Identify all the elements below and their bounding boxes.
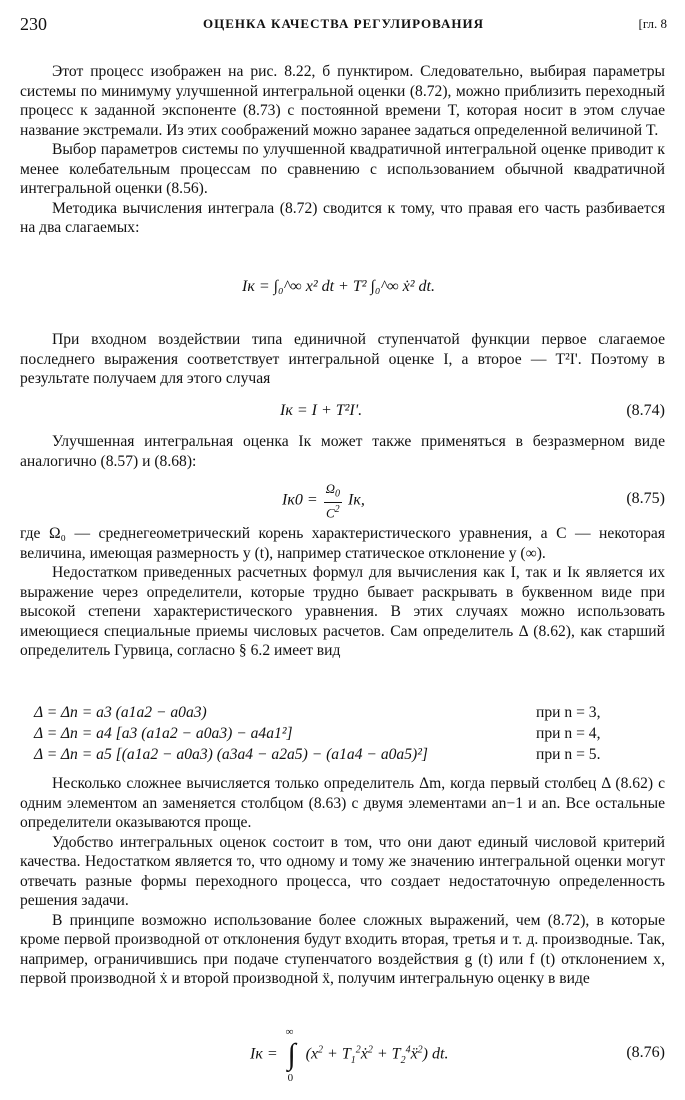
determinant-condition: при n = 5. xyxy=(536,746,601,763)
equation-8-76-body: Iк = ∞ ∫ 0 ($x^2$ + $T_1^2ẋ^2$ + $T_2^4ẍ^2$) dt. xyxy=(250,1026,449,1084)
paragraph-4: При входном воздействии типа единичной ступенчатой функции первое слагаемое последнего выражения соответствует интегральной оценке I, а второе — T²I'. Поэтому в результате получаем для этого случая xyxy=(20,331,665,387)
determinant-formula: Δ = Δn = a4 [a3 (a1a2 − a0a3) − a4a1²] xyxy=(34,725,293,742)
determinant-row xyxy=(34,704,634,725)
equation-8-74-number: (8.74) xyxy=(626,402,665,419)
determinant-formula: Δ = Δn = a5 [(a1a2 − a0a3) (a3a4 − a2a5) − (a1a4 − a0a5)²] xyxy=(34,746,428,763)
equation-split-integral xyxy=(20,272,665,326)
paragraph-5: Улучшенная интегральная оценка Iк может также применяться в безразмерном виде аналогично (8.57) и (8.68): xyxy=(20,433,665,470)
paragraph-7: Недостатком приведенных расчетных формул для вычисления как I, так и Iк является их выражение через определители, которые трудно бывает раскрывать в буквенном виде при высокой степени характеристического уравнения. В этих случаях можно использовать имеющиеся специальные приемы числовых расчетов. Сам определитель Δ (8.62), как старший определитель Гурвица, согласно § 6.2 имеет вид xyxy=(20,564,665,659)
determinant-row xyxy=(34,725,634,746)
chapter-marker: [гл. 8 xyxy=(638,16,667,31)
equation-8-75-number: (8.75) xyxy=(626,490,665,507)
text-block-2 xyxy=(20,330,665,389)
equation-8-74 xyxy=(20,402,665,426)
equation-8-75-body: Iк0 = $\frac{\Omega_0}{C^2}$ Iк, xyxy=(282,481,365,520)
paragraph-3: Методика вычисления интеграла (8.72) сводится к тому, что правая его часть разбивается на два слагаемых: xyxy=(20,199,665,236)
equation-8-74-body: Iк = I + T²I'. xyxy=(280,402,363,419)
determinant-row xyxy=(34,746,634,767)
page-number: 230 xyxy=(20,14,47,34)
text-block-3 xyxy=(20,432,665,471)
determinant-condition: при n = 4, xyxy=(536,725,601,742)
determinant-formula: Δ = Δn = a3 (a1a2 − a0a3) xyxy=(34,704,207,721)
paragraph-9: Удобство интегральных оценок состоит в том, что они дают единый числовой критерий качества. Недостатком является то, что одному и тому же значению интегральной оценки могут отвечать разные формы переходного процесса, что создает недостаточную определенность решения задачи. xyxy=(20,833,665,909)
running-title: ОЦЕНКА КАЧЕСТВА РЕГУЛИРОВАНИЯ xyxy=(202,16,484,31)
paragraph-2: Выбор параметров системы по улучшенной квадратичной интегральной оценке приводит к менее колебательным процессам по сравнению с использованием обычной квадратичной интегральной оценки (8.56). xyxy=(20,141,665,197)
text-block-top xyxy=(20,62,665,238)
equation-8-76 xyxy=(20,1026,665,1086)
paragraph-6: где Ω₀ — среднегеометрический корень характеристического уравнения, а C — некоторая величина, имеющая размерность y (t), например статическое отклонение y (∞). xyxy=(20,525,665,562)
paragraph-8: Несколько сложнее вычисляется только определитель Δm, когда первый столбец Δ (8.62) с одним элементом an заменяется столбцом (8.63) с двумя элементами an−1 и an. Все остальные определители оказываются проще. xyxy=(20,775,665,831)
determinant-condition: при n = 3, xyxy=(536,704,601,721)
paragraph-1: Этот процесс изображен на рис. 8.22, б пунктиром. Следовательно, выбирая параметры системы по минимуму улучшенной интегральной оценки (8.72), можно приблизить переходный процесс к заданной экспоненте (8.73) с постоянной времени T, которая носит в этом случае название экстремали. Из этих соображений можно заранее задаться определенной величиной T. xyxy=(20,63,665,139)
equation-8-75 xyxy=(20,478,665,518)
determinant-list xyxy=(34,704,634,767)
equation-split-body: Iк = ∫₀^∞ x² dt + T² ∫₀^∞ ẋ² dt. xyxy=(242,278,435,295)
equation-8-76-number: (8.76) xyxy=(626,1044,665,1061)
text-block-5 xyxy=(20,774,665,989)
integral-sign: ∞ ∫ 0 xyxy=(285,1026,296,1084)
text-block-4 xyxy=(20,524,665,661)
running-header xyxy=(20,14,667,38)
paragraph-10: В принципе возможно использование более сложных выражений, чем (8.72), в которые кроме первой производной от отклонения будут входить вторая, третья и т. д. производные. Так, например, ограничившись при подаче ступенчатого воздействия g (t) или f (t) отклонением x, первой производной ẋ и второй производной ẍ, получим интегральную оценку в виде xyxy=(20,911,665,987)
